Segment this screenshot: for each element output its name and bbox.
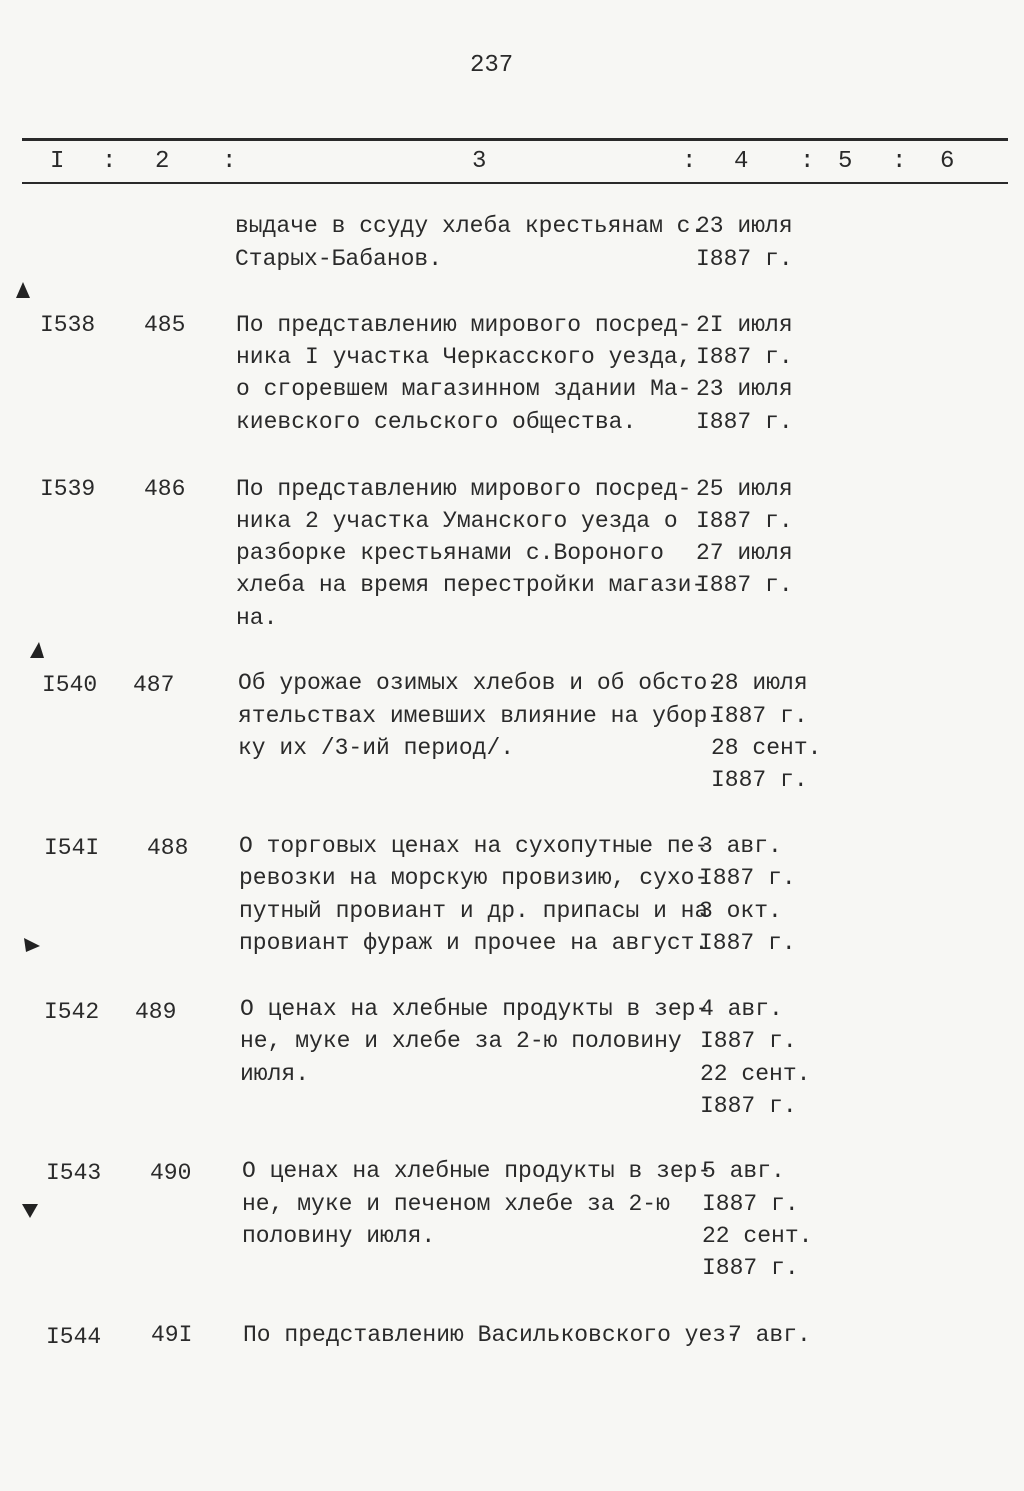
file-number: 489: [135, 999, 177, 1025]
entry-text-line: О ценах на хлебные продукты в зер-: [240, 996, 710, 1022]
entry-date: 25 июля: [696, 476, 793, 502]
entry-date: 28 июля: [711, 670, 808, 696]
entry-date: I887 г.: [696, 344, 793, 370]
entry-text-line: ку их /3-ий период/.: [238, 735, 515, 761]
entry-text-line: июля.: [240, 1061, 310, 1087]
file-number: 488: [147, 835, 189, 861]
entry-text-line: ревозки на морскую провизию, сухо-: [239, 865, 709, 891]
entry-number: I538: [40, 312, 96, 338]
margin-mark-icon: [18, 1198, 42, 1222]
continuation-date: I887 г.: [696, 246, 793, 272]
entry-text-line: разборке крестьянами с.Вороного: [236, 540, 664, 566]
entry-text-line: не, муке и хлебе за 2-ю половину: [240, 1028, 682, 1054]
entry-text-line: на.: [236, 605, 278, 631]
entry-date: 7 авг.: [728, 1322, 811, 1348]
file-number: 485: [144, 312, 186, 338]
column-header-4: 4: [734, 148, 749, 175]
column-separator: :: [892, 148, 907, 175]
entry-date: I887 г.: [696, 572, 793, 598]
entry-text-line: ятельствах имевших влияние на убор-: [238, 703, 722, 729]
header-bottom-rule: [22, 182, 1008, 184]
file-number: 486: [144, 476, 186, 502]
margin-mark-icon: [20, 934, 44, 956]
entry-date: 4 авг.: [700, 996, 783, 1022]
entry-text-line: По представлению Васильковского уез-: [243, 1322, 740, 1348]
entry-date: 3 окт.: [699, 898, 782, 924]
column-header-3: 3: [472, 148, 487, 175]
entry-text-line: О ценах на хлебные продукты в зер-: [242, 1158, 712, 1184]
entry-text-line: о сгоревшем магазинном здании Ма-: [236, 376, 692, 402]
column-header-2: 2: [155, 148, 170, 175]
entry-number: I54I: [44, 835, 100, 861]
entry-date: 27 июля: [696, 540, 793, 566]
continuation-text-line: Старых-Бабанов.: [235, 246, 443, 272]
file-number: 490: [150, 1160, 192, 1186]
column-header-6: 6: [940, 148, 955, 175]
column-separator: :: [102, 148, 117, 175]
entry-number: I540: [42, 672, 98, 698]
column-separator: :: [682, 148, 697, 175]
entry-number: I539: [40, 476, 96, 502]
entry-text-line: О торговых ценах на сухопутные пе-: [239, 833, 709, 859]
entry-text-line: не, муке и печеном хлебе за 2-ю: [242, 1191, 670, 1217]
page-number: 237: [470, 52, 514, 79]
entry-number: I542: [44, 999, 100, 1025]
header-top-rule: [22, 138, 1008, 141]
entry-text-line: провиант фураж и прочее на август.: [239, 930, 709, 956]
entry-number: I544: [46, 1324, 102, 1350]
entry-date: I887 г.: [711, 767, 808, 793]
entry-text-line: По представлению мирового посред-: [236, 476, 692, 502]
entry-text-line: путный провиант и др. припасы и на: [239, 898, 709, 924]
entry-date: I887 г.: [700, 1028, 797, 1054]
entry-text-line: По представлению мирового посред-: [236, 312, 692, 338]
entry-date: I887 г.: [711, 703, 808, 729]
entry-date: I887 г.: [700, 1093, 797, 1119]
continuation-text-line: выдаче в ссуду хлеба крестьянам с.: [235, 213, 705, 239]
entry-number: I543: [46, 1160, 102, 1186]
entry-date: I887 г.: [696, 508, 793, 534]
column-separator: :: [800, 148, 815, 175]
entry-date: 3 авг.: [699, 833, 782, 859]
entry-text-line: киевского сельского общества.: [236, 409, 637, 435]
file-number: 487: [133, 672, 175, 698]
entry-text-line: ника 2 участка Уманского уезда о: [236, 508, 678, 534]
margin-mark-icon: [26, 638, 48, 662]
entry-date: 23 июля: [696, 376, 793, 402]
column-header-5: 5: [838, 148, 853, 175]
entry-date: I887 г.: [702, 1191, 799, 1217]
continuation-date: 23 июля: [696, 213, 793, 239]
entry-text-line: Об урожае озимых хлебов и об обсто-: [238, 670, 722, 696]
entry-date: 2I июля: [696, 312, 793, 338]
entry-date: 22 сент.: [702, 1223, 813, 1249]
entry-date: I887 г.: [699, 865, 796, 891]
entry-date: I887 г.: [696, 409, 793, 435]
entry-date: I887 г.: [702, 1255, 799, 1281]
margin-mark-icon: [12, 278, 34, 302]
entry-text-line: хлеба на время перестройки магази-: [236, 572, 706, 598]
file-number: 49I: [151, 1322, 193, 1348]
entry-date: 28 сент.: [711, 735, 822, 761]
column-separator: :: [222, 148, 237, 175]
entry-date: 5 авг.: [702, 1158, 785, 1184]
column-header-1: I: [50, 148, 65, 175]
entry-date: 22 сент.: [700, 1061, 811, 1087]
entry-text-line: половину июля.: [242, 1223, 436, 1249]
entry-date: I887 г.: [699, 930, 796, 956]
entry-text-line: ника I участка Черкасского уезда,: [236, 344, 692, 370]
